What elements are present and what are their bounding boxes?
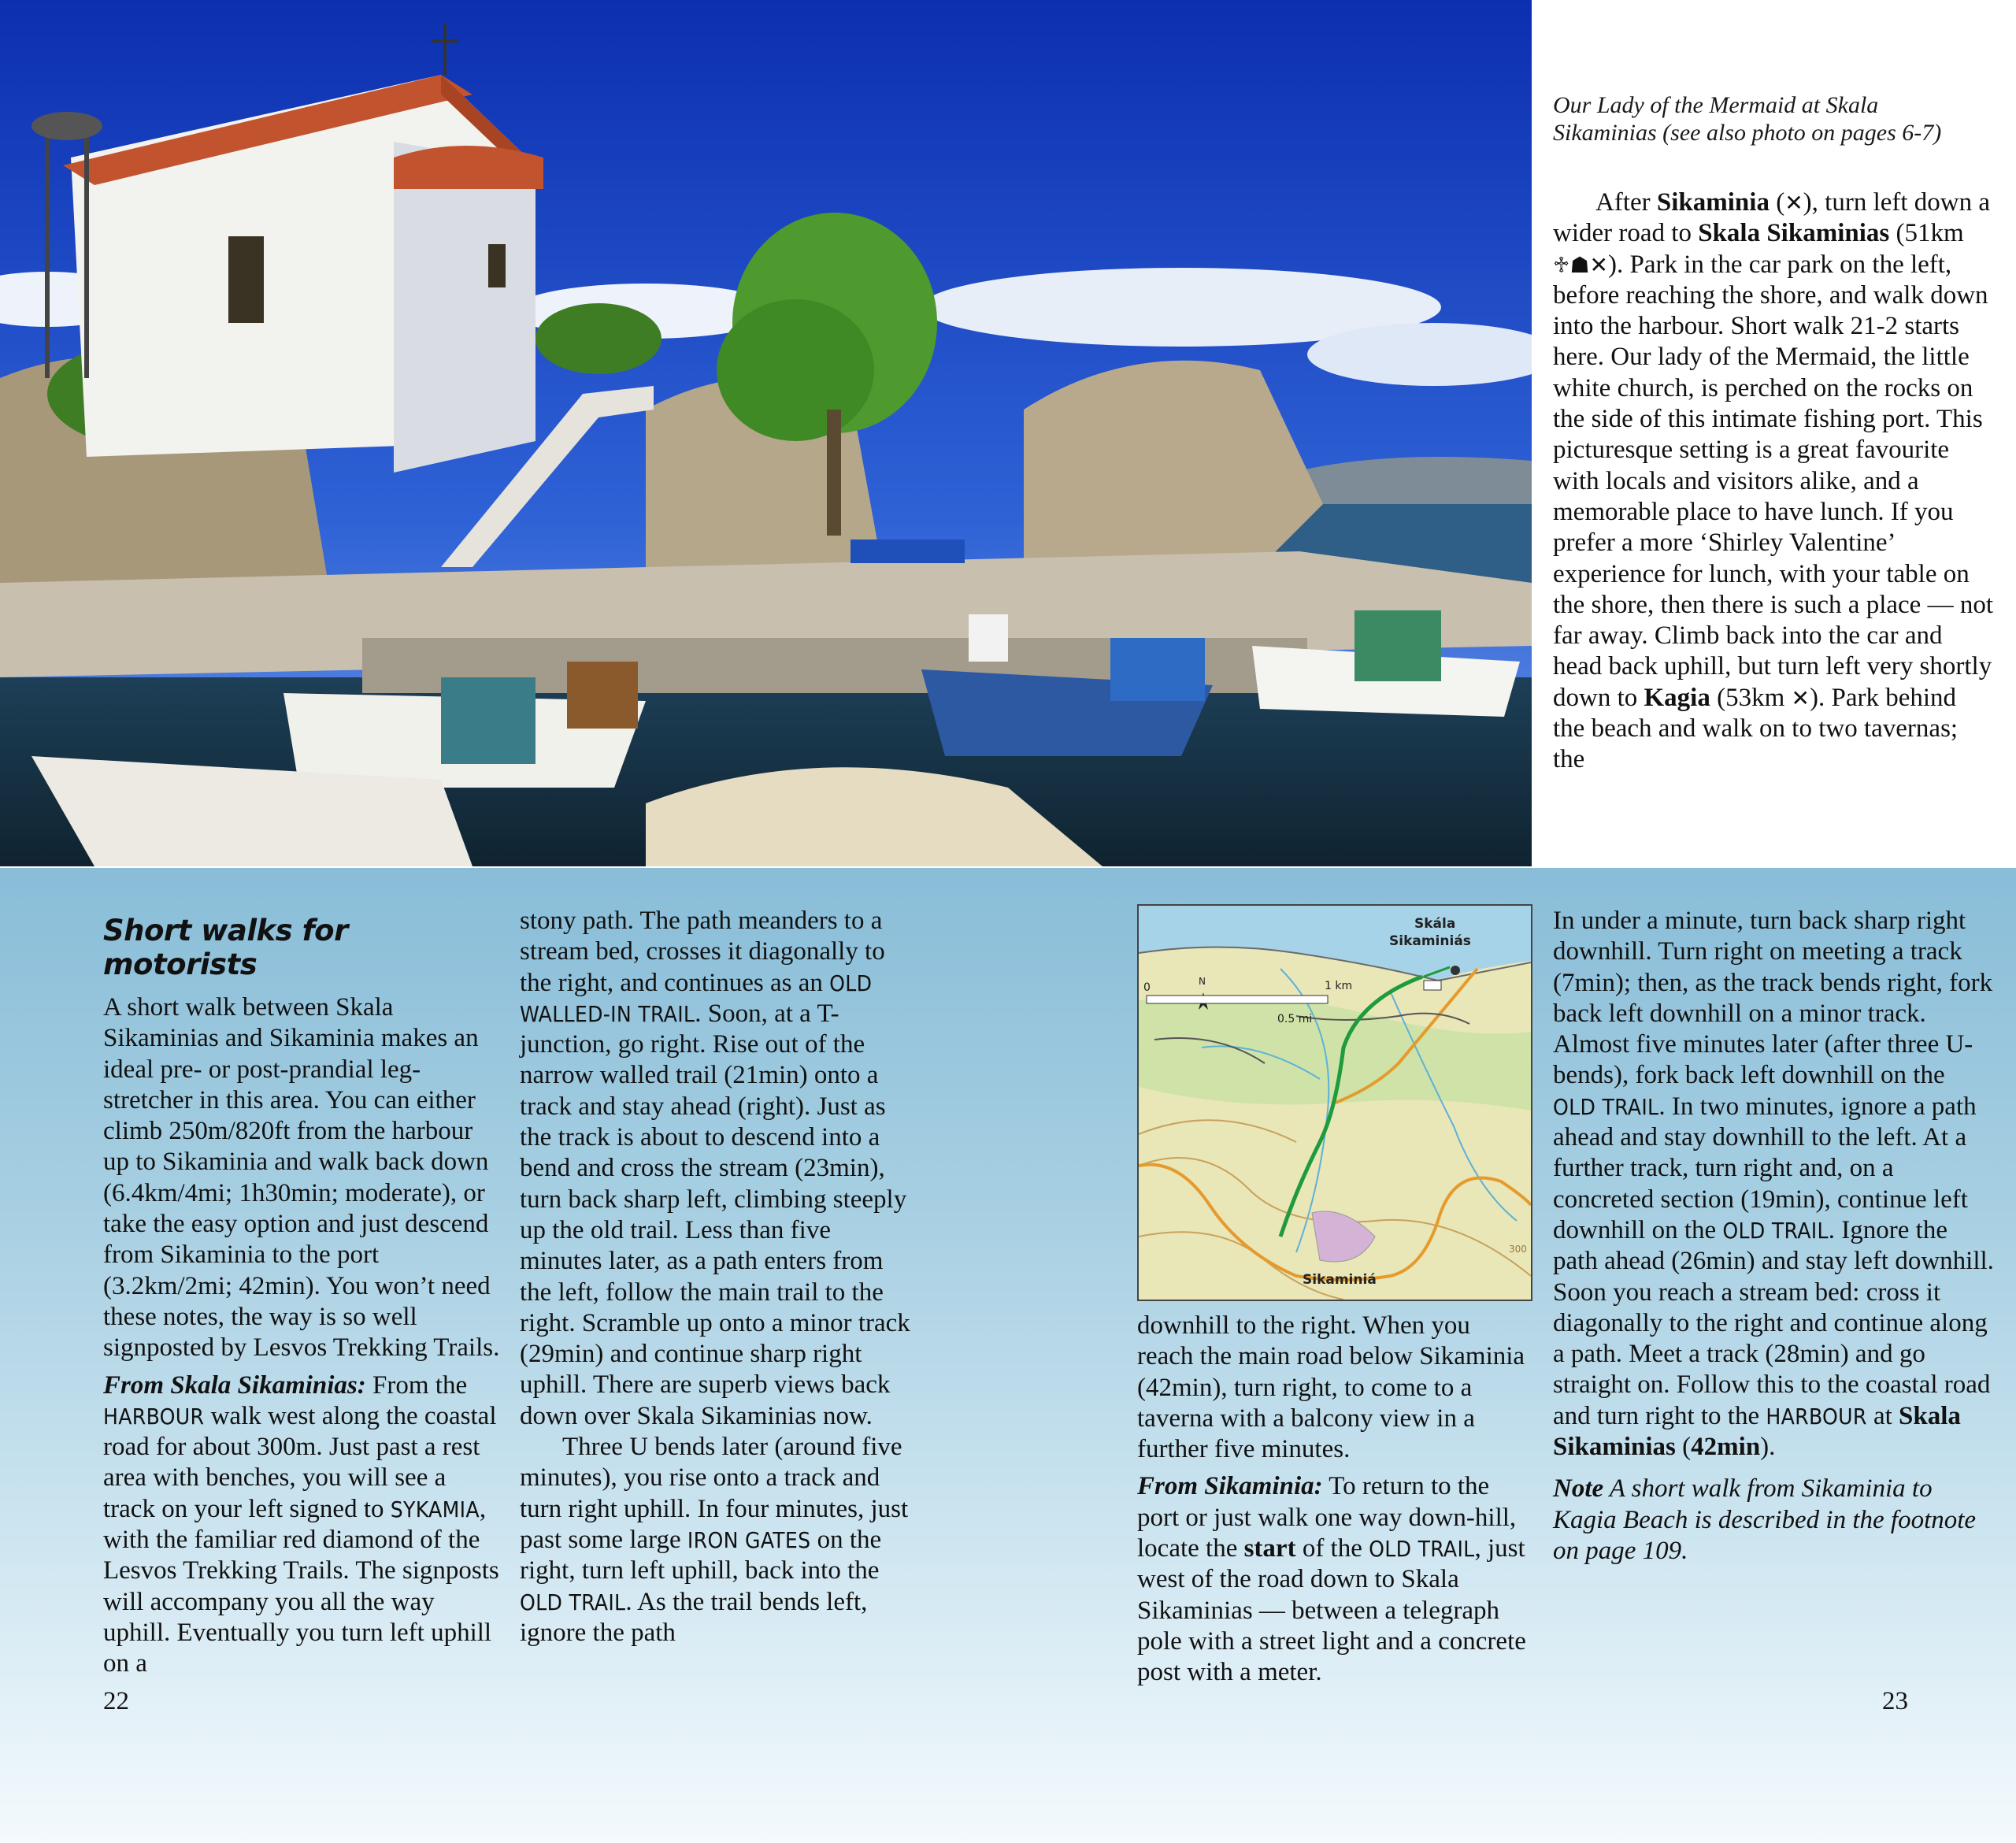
page-number-right: 23	[1882, 1687, 1908, 1715]
map-north: N	[1199, 976, 1206, 987]
walk-directions-paragraph-3: downhill to the right. When you reach the main road below Sikaminia (42min), turn right, to come to a taverna with a balcony view in a further five minutes.	[1137, 1311, 1525, 1464]
harbour-church-photo	[0, 0, 1532, 866]
footnote: Note A short walk from Sikaminia to Kagia Beach is described in the footnote on page 109.	[1553, 1474, 1977, 1565]
walk-directions-continued: stony path. The path meanders to a stream bed, crosses it diagonally to the right, and continues as an OLD WALLED-IN TRAIL. Soon, at a T-junction, go right. Rise out of the narrow walled trail (21min) onto a track and stay ahead (right). Just as the track is about to descend into a bend and cross the stream (23min), turn back sharp left, climbing steeply up the old trail. Less than five minutes later, as a path enters from the left, follow the main trail to the right. Scramble up onto a minor track (29min) and continue sharp right uphill. There are superb views back down over Skala Sikaminias now.	[520, 907, 910, 1430]
map-label-skala-2: Sikaminiás	[1389, 933, 1471, 949]
place-skala-sikaminias: Skala Sikaminias	[1698, 219, 1890, 248]
restaurant-icon: ✕	[1589, 251, 1609, 278]
shelter-icon: ☗	[1569, 251, 1590, 278]
page-number-left: 22	[103, 1687, 129, 1715]
walk-directions-paragraph: From Skala Sikaminias: From the HARBOUR walk west along the coastal road for about 300m. Just past a rest area with benches, you will see a track on your left signed to SYKAMIA, with the familiar red diamond of the Lesvos Trekking Trails. The signposts will accompany you all the way uphill. Eventually you turn left uphill on a	[103, 1370, 499, 1678]
map-scale-zero: 0	[1143, 981, 1151, 994]
section-heading: Short walks for motorists	[103, 914, 348, 981]
column-2	[520, 906, 917, 1648]
return-directions-paragraph: From Sikaminia: To return to the port or just walk one way down-hill, locate the start of the OLD TRAIL, just west of the road down to Skala Sikaminias — between a telegraph pole with a street light and a concrete post with a meter.	[1137, 1472, 1526, 1687]
restaurant-icon: ✕	[1791, 684, 1810, 711]
map-label-sikaminia: Sikaminiá	[1303, 1272, 1377, 1288]
map-scale-mi: 0.5 mi	[1277, 1013, 1313, 1025]
walk-intro-paragraph: A short walk between Skala Sikaminias and Sikaminia makes an ideal pre- or post-prandial leg-stretcher in this area. You can either climb 250m/820ft from the harbour up to Sikaminia and walk back down (6.4km/4mi; 1h30min; moderate), or take the easy option and just descend from Sikaminia to the port (3.2km/2mi; 42min). You won’t need these notes, the way is so well signposted by Lesvos Trekking Trails.	[103, 993, 500, 1363]
place-kagia: Kagia	[1644, 683, 1710, 712]
map-scale-km: 1 km	[1325, 980, 1353, 992]
column-3	[1137, 1311, 1531, 1689]
return-directions-continued: In under a minute, turn back sharp right downhill. Turn right on meeting a track (7min); then, as the track bends right, fork back left downhill on a minor track. Almost five minutes later (after three U-bends), fork back left downhill on the OLD TRAIL. In two minutes, ignore a path ahead and stay downhill to the left. At a further track, turn right and, on a concreted section (19min), continue left downhill on the OLD TRAIL. Ignore the path ahead (26min) and stay left downhill. Soon you reach a stream bed: cross it diagonally to the right and continue along a path. Meet a track (28min) and go straight on. Follow this to the coastal road and turn right to the HARBOUR at Skala Sikaminias (42min).	[1553, 907, 1994, 1462]
column-4	[1553, 906, 1994, 1567]
restaurant-icon: ✕	[1784, 190, 1803, 216]
map-contour: 300	[1509, 1244, 1527, 1255]
place-sikaminia: Sikaminia	[1656, 188, 1770, 217]
walk-map	[1137, 904, 1532, 1301]
column-1	[103, 914, 501, 1680]
map-label-skala-1: Skála	[1414, 916, 1456, 932]
church-icon: ♱	[1553, 251, 1570, 278]
car-tour-text: After Sikaminia (✕), turn left down a wider road to Skala Sikaminias (51km ♱☗✕). Park in the car park on the left, before reaching the shore, and walk down into the harbour. Short walk 21-2 starts here. Our lady of the Mermaid, the little white church, is perched on the rocks on the side of this intimate fishing port. This picturesque setting is a great favourite with locals and visitors alike, and a memorable place to have lunch. If you prefer a more ‘Shirley Valentine’ experience for lunch, with your table on the shore, then there is such a place — not far away. Climb back into the car and head back uphill, but turn left very shortly down to Kagia (53km ✕). Park behind the beach and walk on to two tavernas; the	[1553, 188, 1993, 774]
walk-directions-paragraph-2: Three U bends later (around five minutes), you rise onto a track and turn right uphill. In four minutes, just past some large IRON GATES on the right, turn left uphill, back into the OLD TRAIL. As the trail bends left, ignore the path	[520, 1433, 909, 1647]
photo-caption: Our Lady of the Mermaid at Skala Sikaminias (see also photo on pages 6-7)	[1553, 92, 1942, 146]
